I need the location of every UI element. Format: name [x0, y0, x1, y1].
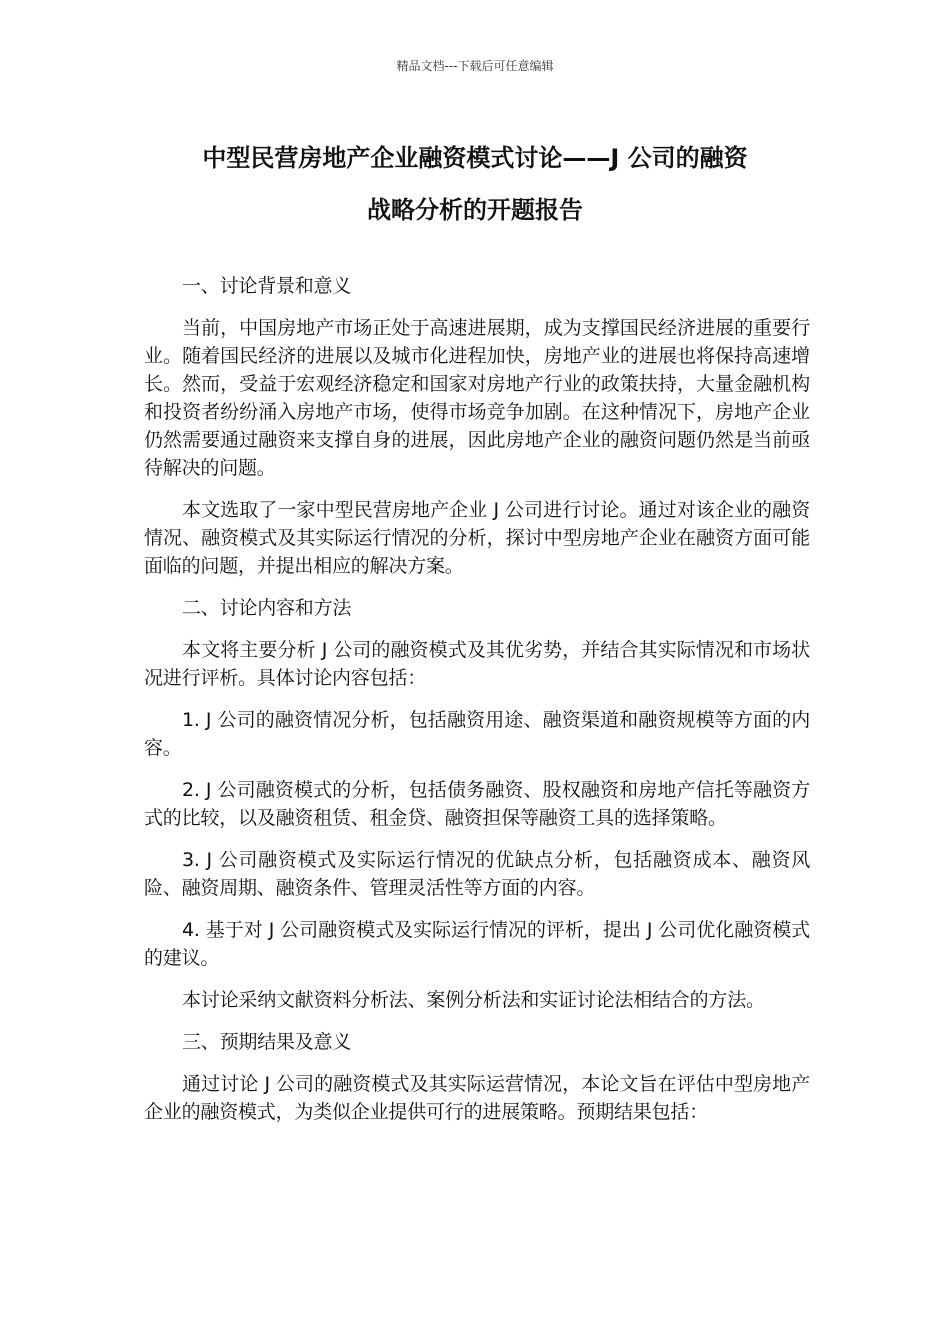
paragraph-background-1: 当前，中国房地产市场正处于高速进展期，成为支撑国民经济进展的重要行业。随着国民经济的进展以及城市化进程加快，房地产业的进展也将保持高速增长。然而，受益于宏观经济稳定和国家对房地产行业的政策扶持，大量金融机构和投资者纷纷涌入房地产市场，使得市场竞争加剧。在这种情况下，房地产企业仍然需要通过融资来支撑自身的进展，因此房地产企业的融资问题仍然是当前亟待解决的问题。 [144, 317, 810, 479]
title-line-1: 中型民营房地产企业融资模式讨论——J 公司的融资 [202, 144, 748, 172]
paragraph-expected-results: 通过讨论 J 公司的融资模式及其实际运营情况，本论文旨在评估中型房地产企业的融资模式，为类似企业提供可行的进展策略。预期结果包括： [144, 1073, 810, 1123]
title-line-2: 战略分析的开题报告 [367, 196, 583, 224]
section-heading-expected-results: 三、预期结果及意义 [182, 1031, 352, 1053]
list-item-1: 1. J 公司的融资情况分析，包括融资用途、融资渠道和融资规模等方面的内容。 [144, 709, 810, 759]
document-body [144, 272, 810, 1140]
section-heading-background: 一、讨论背景和意义 [182, 275, 352, 297]
page-header: 精品文档---下载后可任意编辑 [396, 59, 554, 73]
list-item-4: 4. 基于对 J 公司融资模式及实际运行情况的评析，提出 J 公司优化融资模式的建议。 [144, 919, 810, 969]
paragraph-background-2: 本文选取了一家中型民营房地产企业 J 公司进行讨论。通过对该企业的融资情况、融资模式及其实际运行情况的分析，探讨中型房地产企业在融资方面可能面临的问题，并提出相应的解决方案。 [144, 499, 810, 577]
paragraph-content-intro: 本文将主要分析 J 公司的融资模式及其优劣势，并结合其实际情况和市场状况进行评析。具体讨论内容包括： [144, 639, 810, 689]
list-item-3: 3. J 公司融资模式及实际运行情况的优缺点分析，包括融资成本、融资风险、融资周期、融资条件、管理灵活性等方面的内容。 [144, 849, 810, 899]
list-item-2: 2. J 公司融资模式的分析，包括债务融资、股权融资和房地产信托等融资方式的比较，以及融资租赁、租金贷、融资担保等融资工具的选择策略。 [144, 779, 810, 829]
section-heading-content-methods: 二、讨论内容和方法 [182, 597, 352, 619]
paragraph-methods: 本讨论采纳文献资料分析法、案例分析法和实证讨论法相结合的方法。 [182, 989, 765, 1011]
document-title [140, 132, 810, 236]
